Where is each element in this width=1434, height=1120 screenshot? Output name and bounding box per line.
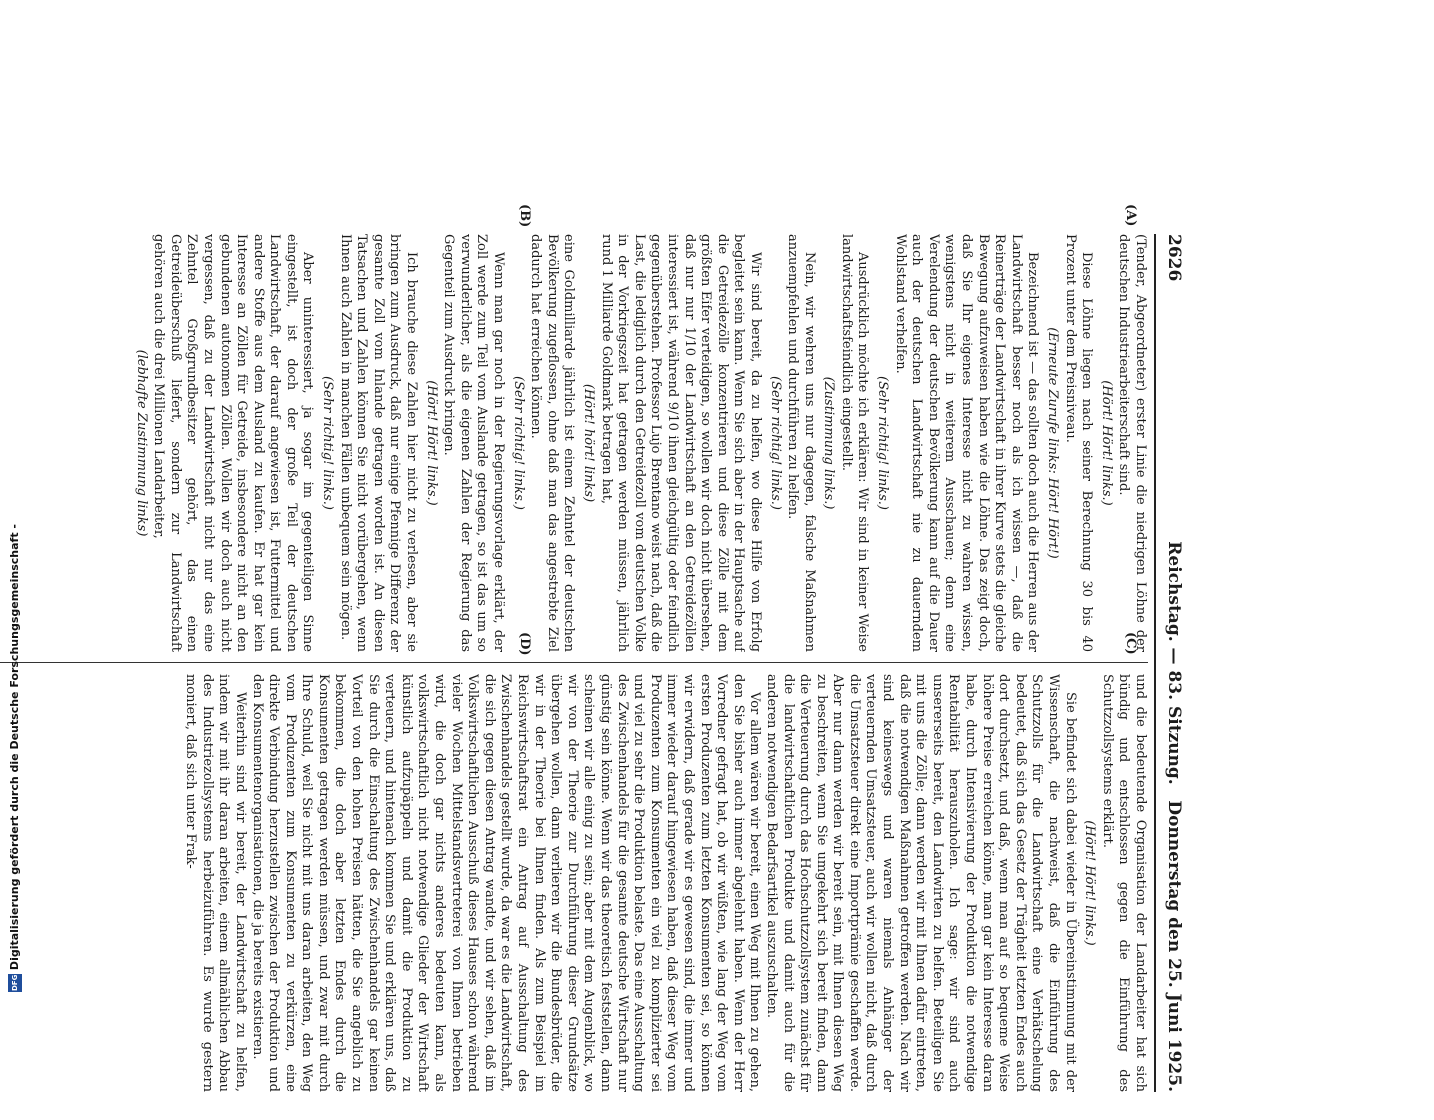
margin-mark-c: (C) <box>1123 632 1138 655</box>
digitization-credit <box>6 6 28 996</box>
interjection: (Sehr richtig! links.) <box>320 376 336 510</box>
paragraph: Ich brauche diese Zahlen hier nicht zu verlesen, aber sie bringen zum Ausdruck, daß nur einige Pfennige Differenz der gesamte Zoll vom Inlande getragen worden ist. An diesen Tatsachen und Zahlen können Sie nicht vorübergehen, wenn Ihnen auch Zahlen in manchen Fällen unbequem sein mögen. <box>337 234 420 652</box>
paragraph: und die bedeutende Organisation der Landarbeiter hat sich bündig und entschlossen gegen die Einführung des Schutzzollsystems erklärt. <box>1099 674 1148 1092</box>
paragraph: Wir sind bereit, da zu helfen, wo diese Hilfe von Erfolg begleitet sein kann. Wenn Sie sich aber in der Hauptsache auf die Getreidezölle konzentrieren und diese Zölle mit dem größten Eifer verteidigen, so wollen wir doch nicht übersehen, daß nur nur 1/10 der Landwirtschaft an den Getreidezöllen interessiert ist, während 9/10 ihnen gleichgültig oder feindlich gegenüberstehen. Professor Lujo Brentano weist nach, daß die Last, die lediglich durch den Getreidezoll vom deutschen Volke in der Vorkriegszeit hat getragen werden müssen, jährlich rund 1 Milliarde Goldmark betragen hat, <box>598 234 763 652</box>
column-divider <box>0 662 1148 663</box>
paragraph: Nein, wir wehren uns nur dagegen, falsche Maßnahmen anzuempfehlen und durchführen zu helfen. <box>785 234 817 652</box>
rotated-document-page <box>0 200 1192 1120</box>
paragraph: Diese Löhne liegen nach seiner Berechnung 30 bis 40 Prozent unter dem Preisniveau. <box>1062 234 1095 652</box>
left-text-column <box>0 234 1148 652</box>
paragraph: Aber uninteressiert, ja sogar im gegenteiligen Sinne eingestellt, ist doch der große Teil der deutschen Landwirtschaft, der darauf angewiesen ist, Futtermittel und andere Stoffe aus dem Ausland zu kaufen. Er hat gar kein Interesse an Zöllen für Getreide, insbesondere nicht an den gebundenen autonomen Zöllen. Wollen wir doch auch nicht vergessen, daß zu der Landwirtschaft nicht nur das eine Zehntel Großgrundbesitzer gehört, das einen Getreideüberschuß liefert, sondern zur Landwirtschaft gehören auch die drei Millionen Landarbeiter, <box>151 234 316 652</box>
page-title: Reichstag. — 83. Sitzung. <box>1164 541 1184 785</box>
paragraph: Weiterhin sind wir bereit, der Landwirtschaft zu helfen, indem wir mit ihr daran arbeiten, einem allmählichen Abbau des Industriezollsystems herbeizuführen. Es wurde gestern moniert, daß sich unter Frak- <box>183 674 248 1092</box>
interjection: (Sehr richtig! links.) <box>767 376 783 510</box>
paragraph: Wenn man gar noch in der Regierungsvorlage erklärt, der Zoll werde zum Teil vom Auslande getragen, so ist das um so verwunderlicher, als die eigenen Zahlen der Regierung das Gegenteil zum Ausdruck bringen. <box>441 234 507 652</box>
interjection: (Hört! Hört! links.) <box>1082 820 1098 946</box>
interjection: (lebhafte Zustimmung links) <box>133 349 149 537</box>
interjection: (Hört! hört! links) <box>581 383 596 503</box>
paragraph: Sie befindet sich dabei wieder in Übereinstimmung mit der Wissenschaft, die nachweist, daß die Einführung des Schutzzolls für die Landwirtschaft eine Verhätschelung bedeutet, daß sich das Gesetz der Trägheit letzten Endes auch dort durchsetzt, und daß, wenn man auf so bequeme Weise höhere Preise erreichen könne, man gar kein Interesse daran habe, durch Intensivierung der Produktion die notwendige Rentabilität herauszuholen. Ich sage: wir sind auch unsererseits bereit, den Landwirten zu helfen. Beteiligen Sie mit uns die Zölle; dann werden wir mit Ihnen dafür eintreten, daß die notwendigen Maßnahmen getroffen werden. Nach wir sind keineswegs und waren niemals Anhänger der verteuernden Umsatzsteuer, auch wir wollen nicht, daß durch die Umsatzsteuer direkt eine Importprämie geschaffen werde. Aber nur dann werden wir bereit sein, mit Ihnen diesen Weg zu beschreiten, wenn Sie umgekehrt sich bereit finden, dann die Verteuerung durch das Hochschutzzollsystem zunächst für die landwirtschaftlichen Produkte und damit auch für die anderen notwendigen Bedarfsartikel auszuschalten. <box>763 674 1078 1092</box>
page-number: 2626 <box>1164 234 1184 282</box>
interjection: (Zustimmung links.) <box>821 376 837 510</box>
paragraph: eine Goldmilliarde jährlich ist einem Zehntel der deutschen Bevölkerung zugeflossen, ohne daß man das angestrebte Ziel dadurch hat erreichen können. <box>528 234 577 652</box>
interjection: (Sehr richtig! links.) <box>510 376 526 510</box>
margin-mark-d: (D) <box>517 632 532 656</box>
interjection: (Hört! Hört! links.) <box>423 380 439 506</box>
right-text-column <box>0 674 1148 1092</box>
margin-mark-a: (A) <box>1123 204 1138 227</box>
paragraph: Vor allem wären wir bereit, einen Weg mit Ihnen zu gehen, den Sie bisher auch immer abgelehnt haben. Wenn der Herr Vorredner gefragt hat, ob wir wüßten, wie lang der Weg vom ersten Produzenten zum letzten Konsumenten sei, so können wir erwidern, daß gerade wir es gewesen sind, die immer und immer wieder darauf hingewiesen haben, daß dieser Weg vom Produzenten zum Konsumenten ein viel zu komplizierter sei und viel zu sehr die Produktion belaste. Das eine Ausschaltung des Zwischenhandels für die gesamte deutsche Wirtschaft nur günstig sein könne. Wenn wir das theoretisch feststellen, dann scheinen wir alle einig zu sein; aber mit dem Augenblick, wo wir von der Theorie zur Durchführung dieser Grundsätze übergehen wollen, dann verlieren wir die Bundesbrüder, die wir in der Theorie bei Ihnen finden. Als zum Beispiel im Reichswirtschaftsrat ein Antrag auf Ausschaltung des Zwischenhandels gestellt wurde, da war es die Landwirtschaft, die sich gegen diesen Antrag wandte, und wir sehen, daß im Volkswirtschaftlichen Ausschuß dieses Hauses schon während vieler Wochen Mittelstandsvertreterei von Ihnen betrieben wird, die doch gar nichts anderes bedeuten kann, als volkswirtschaftlich nicht notwendige Glieder der Wirtschaft künstlich aufzupäppeln und damit die Produktion zu verteuern, und hintenach kommen Sie und erklären uns, daß Sie durch die Einschaltung des Zwischenhandels gar keinen Vorteil von den hohen Preisen hätten, die Sie angeblich zu bekommen, die doch aber letzten Endes durch die Konsumenten getragen werden müssen, und zwar mit durch Ihre Schuld, weil Sie nicht mit uns daran arbeiten, den Weg vom Produzenten zum Konsumenten zu verkürzen, eine direkte Verbindung herzustellen zwischen der Produktion und den Konsumentenorganisationen, die ja bereits existieren. <box>249 674 763 1092</box>
margin-mark-b: (B) <box>517 204 532 228</box>
paragraph: Bezeichnend ist — das sollten doch auch die Herren aus der Landwirtschaft besser noch als ich wissen —, daß die Reinerträge der Landwirtschaft in ihrer Kurve stets die gleiche Bewegung aufzuweisen haben wie die Löhne. Das zeigt doch, daß Sie Ihr eigenes Interesse nicht zu wahren wissen, wenigstens nicht in weiterem Ausschauen; denn eine Verelendung der deutschen Bevölkerung kann auf die Dauer auch der deutschen Landwirtschaft nie zu dauerndem Wohlstand verhelfen. <box>892 234 1041 652</box>
session-date: Donnerstag den 25. Juni 1925. <box>1164 800 1184 1092</box>
page-header <box>1154 234 1186 1092</box>
interjection: (Sehr richtig! links.) <box>875 376 891 510</box>
interjection: (Hört! Hört! links.) <box>1098 380 1114 506</box>
credit-text: Digitalisierung gefördert durch die Deutsche Forschungsgemeinschaft - <box>8 523 21 970</box>
dfg-logo: DFG <box>8 974 22 992</box>
paragraph: (Tender, Abgeordneter) erster Linie die niedrigen Löhne der deutschen Industriearbeiterschaft sind. <box>1116 234 1148 652</box>
paragraph: Ausdrücklich möchte ich erklären: Wir sind in keiner Weise landwirtschaftsfeindlich eingestellt. <box>838 234 871 652</box>
interjection: (Erneute Zurufe links: Hört! Hört!) <box>1045 327 1061 559</box>
